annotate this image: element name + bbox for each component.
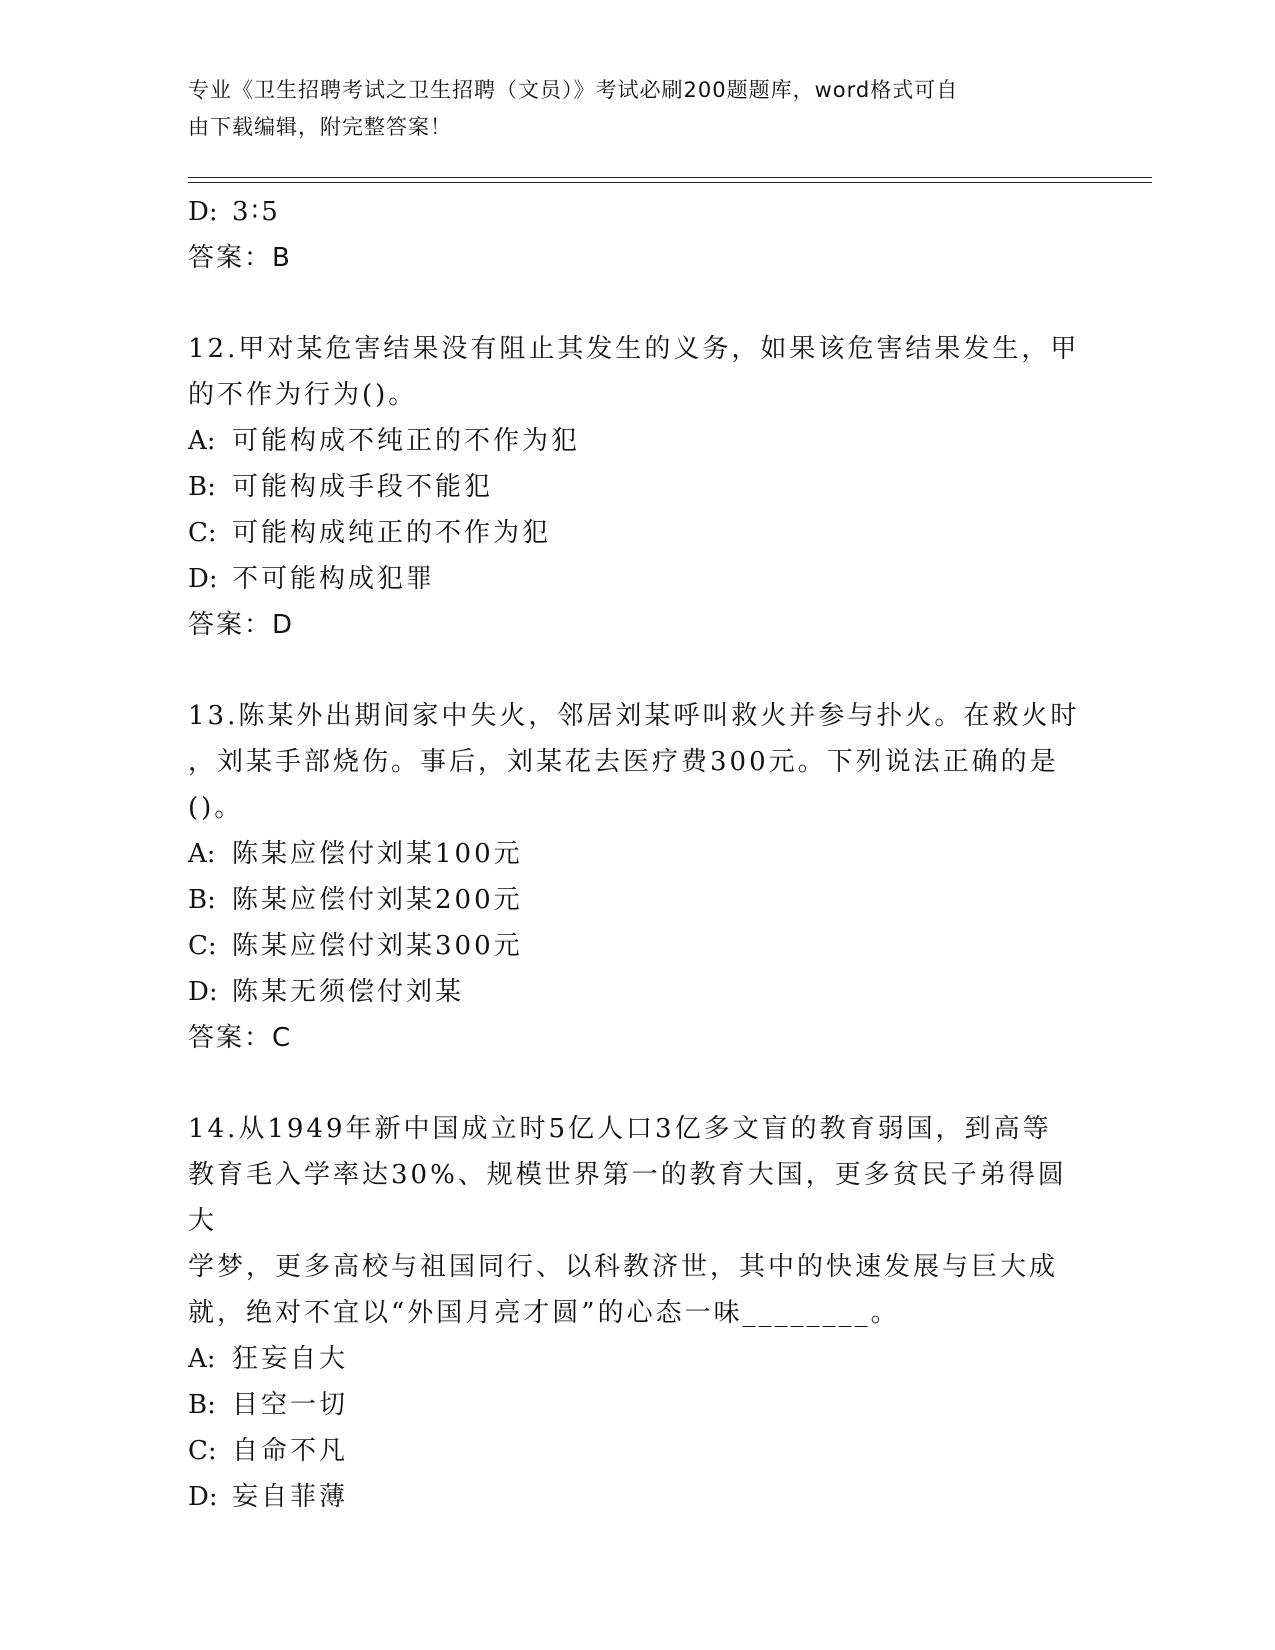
spacer (188, 1061, 1088, 1106)
option-c (188, 510, 1088, 556)
option-d (188, 189, 1088, 235)
option-b (188, 1382, 1088, 1428)
answer-line: 答案：C (188, 1023, 293, 1053)
option-label: D: (188, 564, 218, 594)
question-stem-line: 12.甲对某危害结果没有阻止其发生的义务，如果该危害结果发生，甲 (188, 334, 1080, 364)
option-text: 妄自菲薄 (232, 1482, 349, 1512)
option-text: 不可能构成犯罪 (232, 564, 436, 594)
option-text: 目空一切 (232, 1390, 349, 1420)
spacer (188, 648, 1088, 693)
option-label: D: (188, 197, 218, 227)
question-stem-line: 14.从1949年新中国成立时5亿人口3亿多文盲的教育弱国，到高等 (188, 1114, 1052, 1144)
question-stem-line: 13.陈某外出期间家中失火，邻居刘某呼叫救火并参与扑火。在救火时 (188, 701, 1080, 731)
option-d (188, 556, 1088, 602)
option-text: 自命不凡 (232, 1436, 349, 1466)
option-label: A: (188, 426, 216, 456)
question-12 (188, 326, 1088, 648)
option-text: 可能构成纯正的不作为犯 (232, 518, 552, 548)
option-text: 狂妄自大 (232, 1344, 349, 1374)
option-c (188, 923, 1088, 969)
document-header (188, 72, 1088, 146)
option-label: C: (188, 931, 217, 961)
answer-line: 答案：D (188, 610, 295, 640)
question-stem-line: ()。 (188, 793, 244, 823)
option-text: 陈某应偿付刘某200元 (232, 885, 523, 915)
option-label: C: (188, 1436, 217, 1466)
spacer (188, 281, 1088, 326)
question-stem-line: 就，绝对不宜以“外国月亮才圆”的心态一味________。 (188, 1298, 900, 1328)
document-body (188, 189, 1088, 1520)
option-label: B: (188, 1390, 216, 1420)
question-stem-line: 学梦，更多高校与祖国同行、以科教济世，其中的快速发展与巨大成 (188, 1252, 1059, 1282)
header-rule-top (188, 177, 1152, 178)
option-c (188, 1428, 1088, 1474)
option-text: 可能构成不纯正的不作为犯 (232, 426, 581, 456)
option-label: D: (188, 977, 218, 1007)
option-label: B: (188, 885, 216, 915)
header-line-2: 由下载编辑，附完整答案！ (188, 115, 452, 139)
option-label: D: (188, 1482, 218, 1512)
option-b (188, 464, 1088, 510)
option-a (188, 418, 1088, 464)
option-d (188, 969, 1088, 1015)
option-b (188, 877, 1088, 923)
option-a (188, 1336, 1088, 1382)
header-rule-bottom (188, 182, 1152, 183)
option-a (188, 831, 1088, 877)
option-text: 3∶5 (232, 197, 281, 227)
option-text: 陈某无须偿付刘某 (232, 977, 465, 1007)
option-d (188, 1474, 1088, 1520)
option-text: 陈某应偿付刘某100元 (232, 839, 523, 869)
answer-line: 答案：B (188, 243, 292, 273)
option-text: 可能构成手段不能犯 (232, 472, 494, 502)
question-stem-line: ，刘某手部烧伤。事后，刘某花去医疗费300元。下列说法正确的是 (188, 747, 1059, 777)
question-13 (188, 693, 1088, 1061)
option-text: 陈某应偿付刘某300元 (232, 931, 523, 961)
option-label: A: (188, 1344, 216, 1374)
question-stem-line: 教育毛入学率达30%、规模世界第一的教育大国，更多贫民子弟得圆大 (188, 1160, 1067, 1236)
option-label: B: (188, 472, 216, 502)
question-stem-line: 的不作为行为()。 (188, 380, 418, 410)
option-label: A: (188, 839, 216, 869)
option-label: C: (188, 518, 217, 548)
header-line-1: 专业《卫生招聘考试之卫生招聘（文员）》考试必刷200题题库，word格式可自 (188, 78, 959, 102)
question-14 (188, 1106, 1088, 1520)
